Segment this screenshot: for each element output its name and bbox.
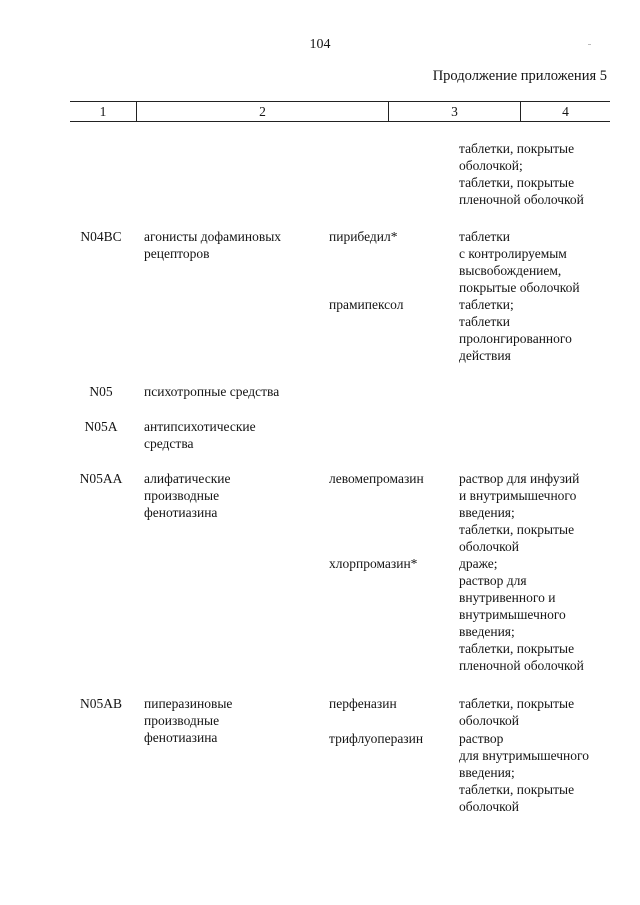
column-header-3: 3 — [389, 102, 521, 121]
atc-code: N05 — [89, 384, 113, 399]
scan-speck — [588, 44, 591, 45]
atc-code: N05AA — [79, 471, 123, 486]
drug-name: левомепромазин — [329, 471, 424, 486]
dosage-form: таблетки, покрытые оболочкой — [459, 696, 575, 728]
drug-name: прамипексол — [329, 297, 404, 312]
continuation-heading: Продолжение приложения 5 — [432, 68, 607, 84]
dosage-form: таблетки с контролируемым высвобождением, покрытые оболочкой — [459, 229, 580, 295]
dosage-form: раствор для внутримышечного введения; таблетки, покрытые оболочкой — [459, 731, 589, 814]
atc-group-name: агонисты дофаминовых рецепторов — [144, 229, 282, 261]
drug-name: хлорпромазин* — [329, 556, 418, 571]
atc-group-name: пиперазиновые производные фенотиазина — [144, 696, 233, 745]
dosage-form: таблетки, покрытые оболочкой; таблетки, покрытые пленочной оболочкой — [459, 141, 584, 207]
drug-name: пирибедил* — [329, 229, 398, 244]
dosage-form: раствор для инфузий и внутримышечного введения; таблетки, покрытые оболочкой — [459, 471, 580, 554]
atc-code: N05A — [84, 419, 118, 434]
atc-group-name: алифатические производные фенотиазина — [144, 471, 231, 520]
atc-code: N04BC — [80, 229, 122, 244]
drug-name: трифлуоперазин — [329, 731, 424, 746]
atc-code: N05AB — [79, 696, 122, 711]
column-header-4: 4 — [562, 104, 569, 119]
atc-group-name: антипсихотические средства — [144, 419, 256, 451]
column-header-2: 2 — [137, 102, 389, 121]
dosage-form: таблетки; таблетки пролонгированного действия — [459, 297, 572, 363]
atc-group-name: психотропные средства — [144, 384, 280, 399]
drug-name: перфеназин — [329, 696, 397, 711]
page-number: 104 — [309, 37, 331, 52]
column-header-1: 1 — [70, 102, 137, 121]
table-header-row — [70, 101, 610, 122]
dosage-form: драже; раствор для внутривенного и внутримышечного введения; таблетки, покрытые пленочной оболочкой — [459, 556, 584, 673]
